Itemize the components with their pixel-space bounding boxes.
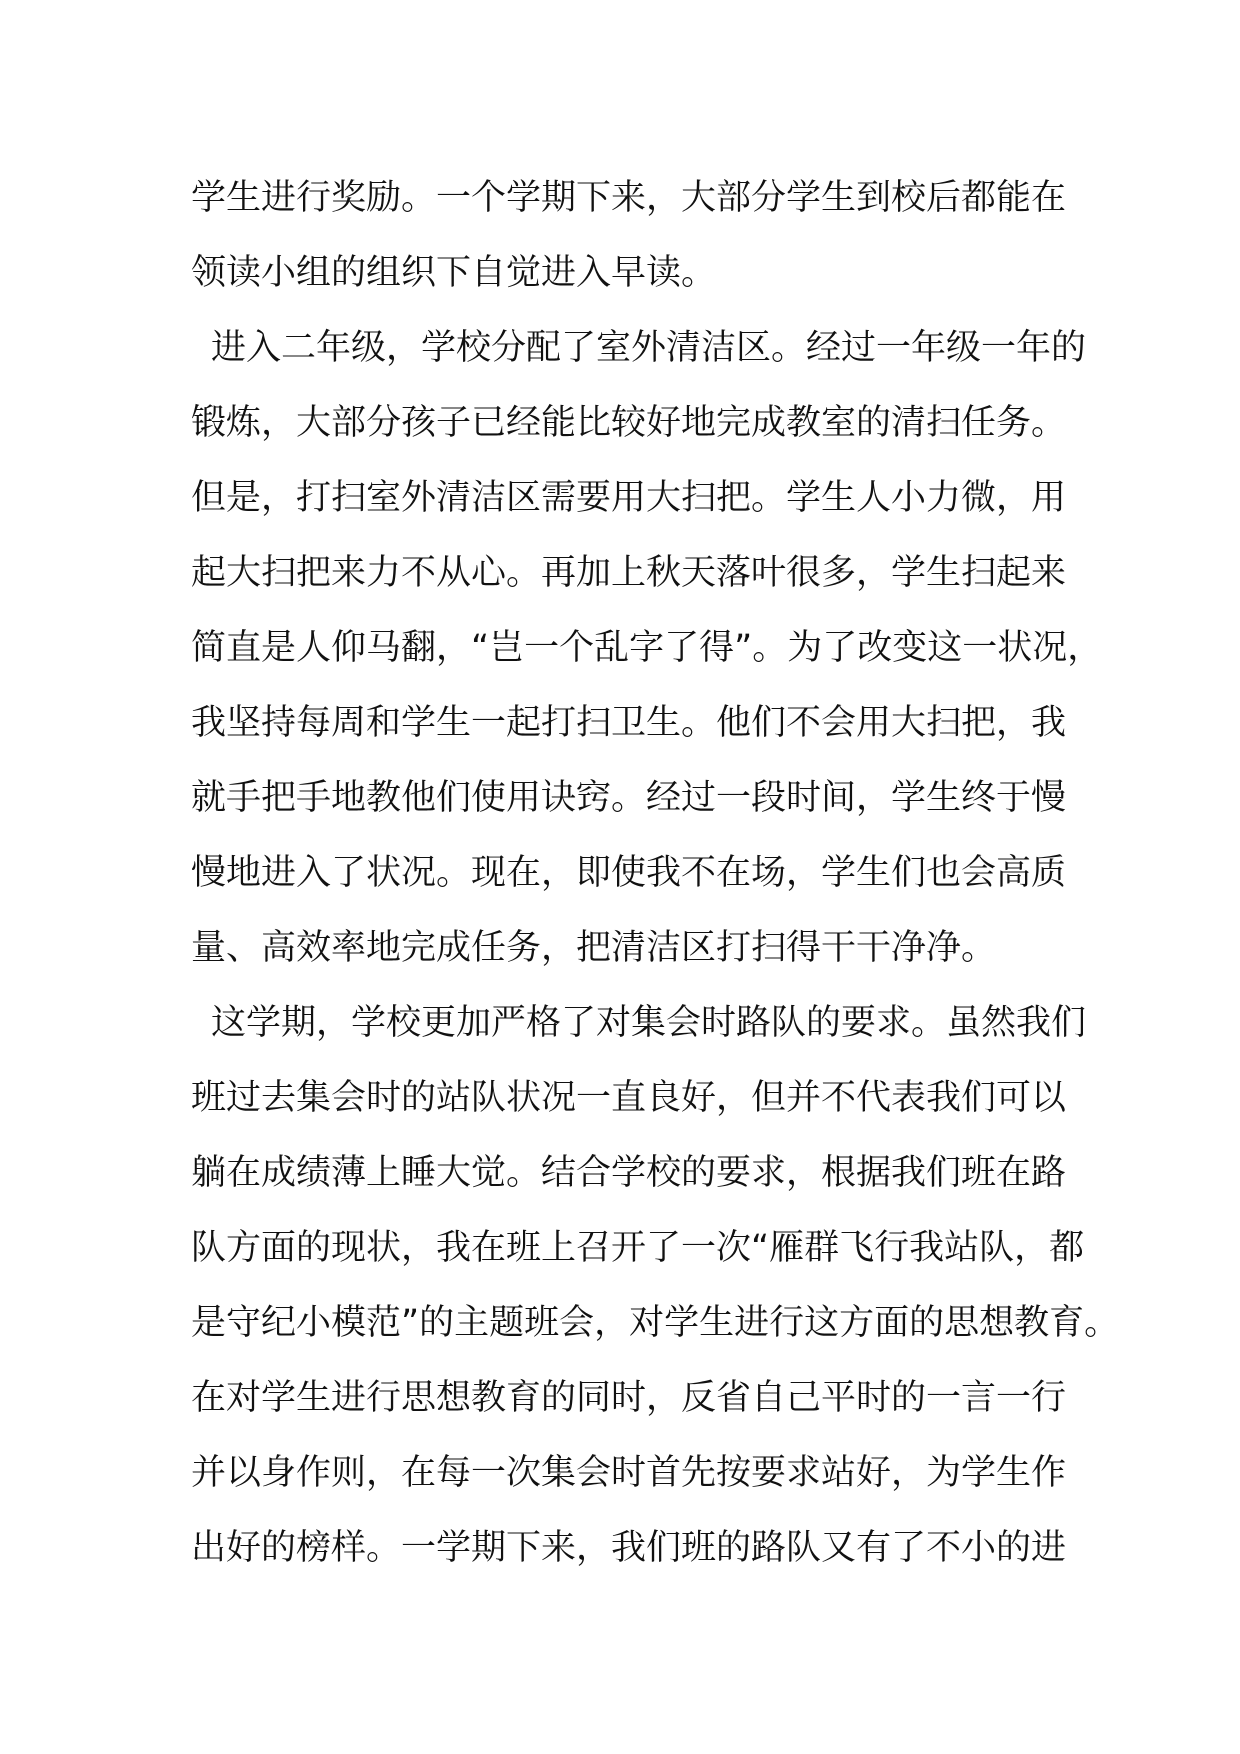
text-line: 班过去集会时的站队状况一直良好，但并不代表我们可以: [191, 1078, 1067, 1118]
text-line: 我坚持每周和学生一起打扫卫生。他们不会用大扫把，我: [191, 703, 1067, 743]
text-line: 锻炼，大部分孩子已经能比较好地完成教室的清扫任务。: [191, 403, 1067, 443]
text-line: 出好的榜样。一学期下来，我们班的路队又有了不小的进: [191, 1528, 1067, 1568]
text-line: 慢地进入了状况。现在，即使我不在场，学生们也会高质: [191, 853, 1067, 893]
text-line: 但是，打扫室外清洁区需要用大扫把。学生人小力微，用: [191, 478, 1067, 518]
text-line: 学生进行奖励。一个学期下来，大部分学生到校后都能在: [191, 178, 1067, 218]
text-line: 领读小组的组织下自觉进入早读。: [191, 253, 717, 293]
text-line: 起大扫把来力不从心。再加上秋天落叶很多，学生扫起来: [191, 553, 1067, 593]
text-line: 进入二年级，学校分配了室外清洁区。经过一年级一年的: [211, 328, 1087, 368]
text-line: 是守纪小模范”的主题班会，对学生进行这方面的思想教育。: [191, 1303, 1120, 1343]
text-line: 并以身作则，在每一次集会时首先按要求站好，为学生作: [191, 1453, 1067, 1493]
text-line: 就手把手地教他们使用诀窍。经过一段时间，学生终于慢: [191, 778, 1067, 818]
text-line: 队方面的现状，我在班上召开了一次“雁群飞行我站队，都: [191, 1228, 1085, 1268]
text-line: 在对学生进行思想教育的同时，反省自己平时的一言一行: [191, 1378, 1067, 1418]
text-line: 量、高效率地完成任务，把清洁区打扫得干干净净。: [191, 928, 997, 968]
text-line: 躺在成绩薄上睡大觉。结合学校的要求，根据我们班在路: [191, 1153, 1067, 1193]
text-line: 这学期，学校更加严格了对集会时路队的要求。虽然我们: [211, 1003, 1087, 1043]
text-line: 简直是人仰马翻，“岂一个乱字了得”。为了改变这一状况，: [191, 628, 1103, 668]
